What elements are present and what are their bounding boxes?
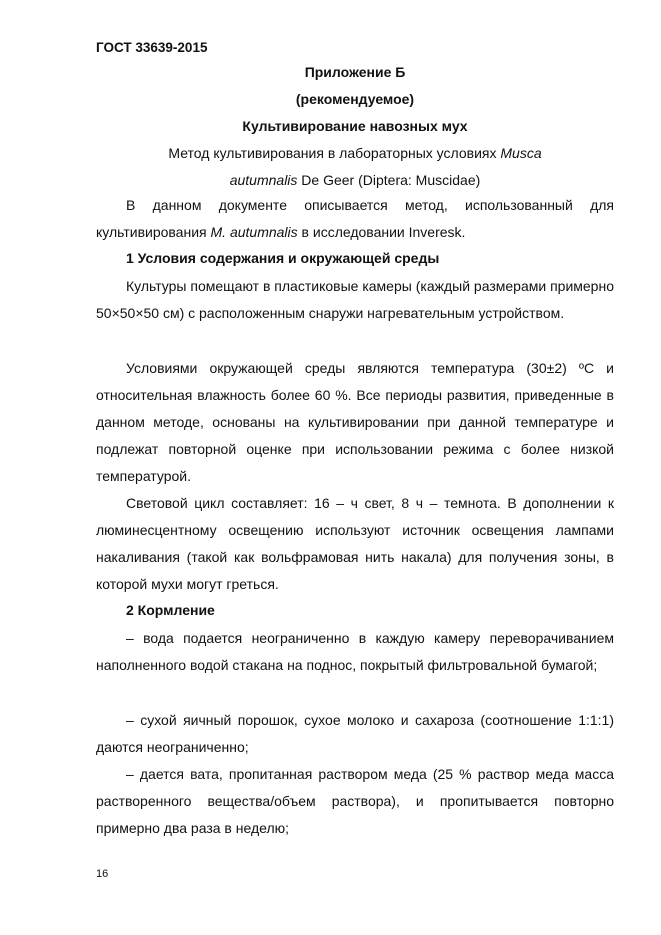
method-title-line1 — [96, 145, 614, 161]
method-species-name: autumnalis — [229, 172, 298, 188]
section1-paragraph-1: Культуры помещают в пластиковые камеры (каждый размерами примерно 50×50×50 см) с расположенным снаружи нагревательным устройством. — [96, 278, 614, 321]
intro-species: M. autumnalis — [210, 224, 298, 240]
appendix-heading: Культивирование навозных мух — [242, 118, 468, 134]
section1-title: 1 Условия содержания и окружающей среды — [126, 250, 440, 266]
standard-header: ГОСТ 33639-2015 — [96, 40, 208, 55]
method-title-text: Метод культивирования в лабораторных условиях — [168, 145, 501, 161]
appendix-status: (рекомендуемое) — [295, 91, 415, 107]
method-title-line2 — [96, 172, 614, 188]
appendix-title: Приложение Б — [304, 64, 406, 80]
intro-text: В данном документе описывается метод, использованный для культивирования — [96, 197, 614, 240]
intro-paragraph — [96, 192, 614, 246]
feeding-item-1: – вода подается неограниченно в каждую камеру переворачиванием наполненного водой стакана на поднос, покрытый фильтровальной бумагой; — [96, 630, 614, 673]
section2-title: 2 Кормление — [126, 602, 215, 618]
section1-paragraph-3: Световой цикл составляет: 16 – ч свет, 8 ч – темнота. В дополнении к люминесцентному освещению используют источник освещения лампами накаливания (такой как вольфрамовая нить накала) для получения зоны, в которой мухи могут греться. — [96, 495, 614, 592]
feeding-item-3: – дается вата, пропитанная раствором меда (25 % раствор меда масса растворенного вещества/объем раствора), и пропитывается повторно примерно два раза в неделю; — [96, 766, 614, 836]
method-species-genus: Musca — [500, 145, 542, 161]
feeding-item-2: – сухой яичный порошок, сухое молоко и сахароза (соотношение 1:1:1) даются неограниченно; — [96, 712, 614, 755]
intro-text-end: в исследовании Inveresk. — [297, 224, 466, 240]
page-number: 16 — [96, 868, 109, 880]
method-species-authority: De Geer (Diptera: Muscidae) — [297, 172, 481, 188]
section1-paragraph-2: Условиями окружающей среды являются температура (30±2) ºС и относительная влажность более 60 %. Все периоды развития, приведенные в данном методе, основаны на культивировании при данной температуре и подлежат повторной оценке при использовании режима с более низкой температурой. — [96, 360, 614, 484]
